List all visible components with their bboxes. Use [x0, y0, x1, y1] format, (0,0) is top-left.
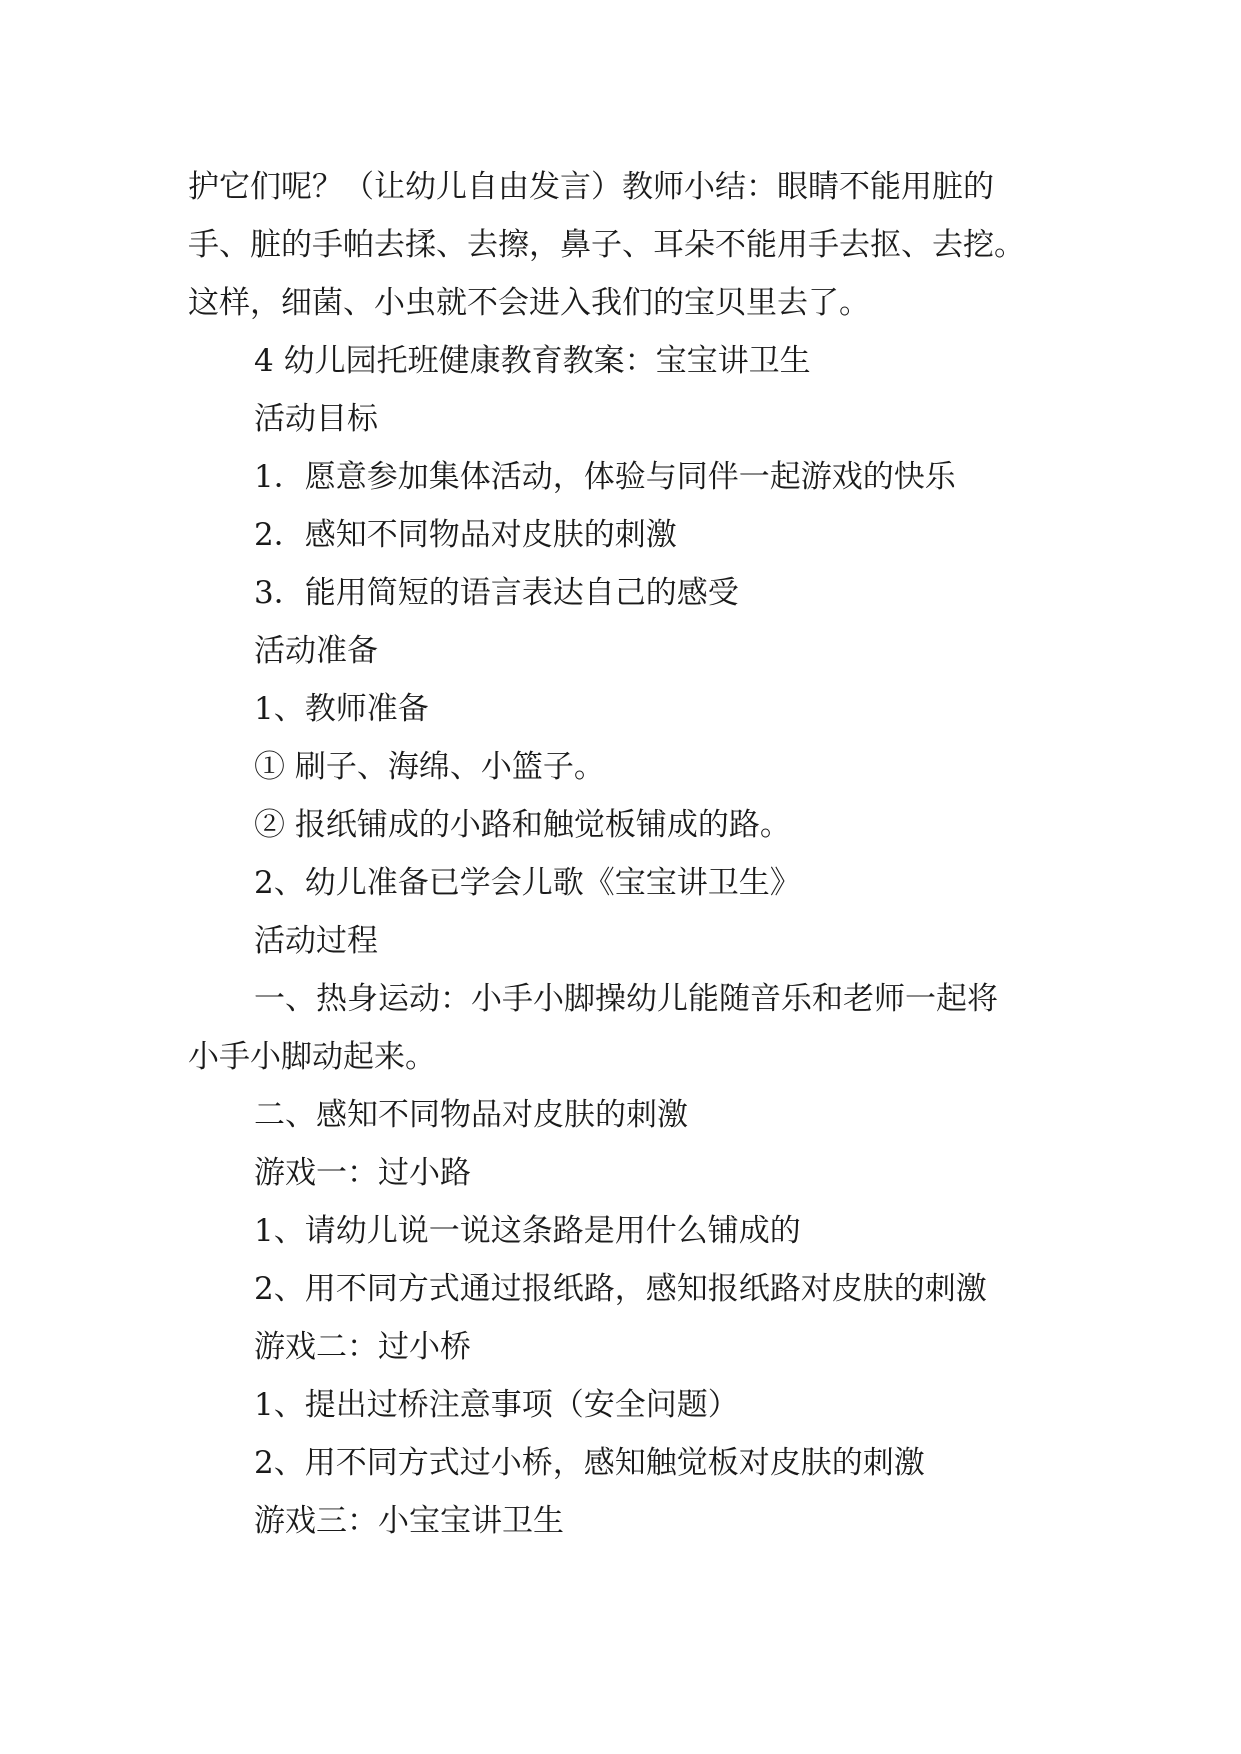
paragraph: 手、脏的手帕去揉、去擦，鼻子、耳朵不能用手去抠、去挖。: [188, 227, 1025, 263]
list-item: 1、提出过桥注意事项（安全问题）: [254, 1387, 739, 1423]
game-heading: 游戏一：过小路: [254, 1155, 471, 1191]
section-title: 4 幼儿园托班健康教育教案：宝宝讲卫生: [254, 343, 811, 379]
list-item: 1．愿意参加集体活动，体验与同伴一起游戏的快乐: [254, 459, 956, 495]
paragraph: 小手小脚动起来。: [188, 1039, 436, 1075]
list-item: 1、教师准备: [254, 691, 429, 727]
list-item: ② 报纸铺成的小路和触觉板铺成的路。: [254, 807, 791, 843]
list-item: 2、用不同方式过小桥，感知触觉板对皮肤的刺激: [254, 1445, 925, 1481]
list-item: 3．能用简短的语言表达自己的感受: [254, 575, 739, 611]
paragraph: 一、热身运动：小手小脚操幼儿能随音乐和老师一起将: [254, 981, 998, 1017]
list-item: 2、用不同方式通过报纸路，感知报纸路对皮肤的刺激: [254, 1271, 987, 1307]
game-heading: 游戏二：过小桥: [254, 1329, 471, 1365]
document-body: [188, 158, 1068, 1550]
section-heading: 活动准备: [254, 633, 378, 669]
section-heading: 活动目标: [254, 401, 378, 437]
list-item: ① 刷子、海绵、小篮子。: [254, 749, 605, 785]
paragraph: 二、感知不同物品对皮肤的刺激: [254, 1097, 688, 1133]
paragraph: 这样，细菌、小虫就不会进入我们的宝贝里去了。: [188, 285, 870, 321]
list-item: 2、幼儿准备已学会儿歌《宝宝讲卫生》: [254, 865, 801, 901]
list-item: 1、请幼儿说一说这条路是用什么铺成的: [254, 1213, 801, 1249]
paragraph: 护它们呢？（让幼儿自由发言）教师小结：眼睛不能用脏的: [188, 169, 994, 205]
game-heading: 游戏三：小宝宝讲卫生: [254, 1503, 564, 1539]
section-heading: 活动过程: [254, 923, 378, 959]
list-item: 2．感知不同物品对皮肤的刺激: [254, 517, 677, 553]
